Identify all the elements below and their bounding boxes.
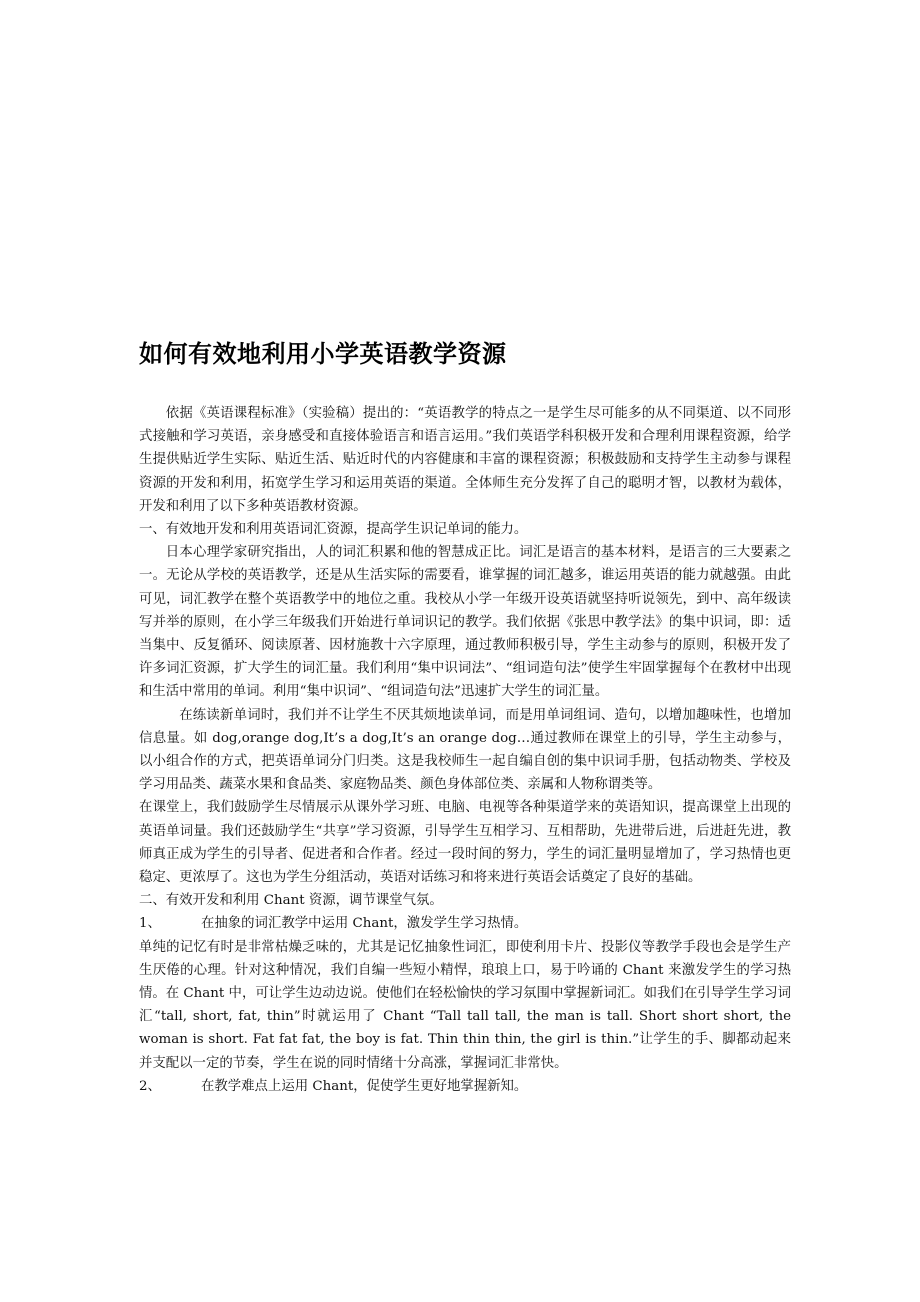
intro-paragraph: 依据《英语课程标准》（实验稿）提出的：“英语教学的特点之一是学生尽可能多的从不同渠道、以不同形式接触和学习英语，亲身感受和直接体验语言和语言运用。”我们英语学科积极开发和合理利用课程资源，给学生提供贴近学生实际、贴近生活、贴近时代的内容健康和丰富的课程资源；积极鼓励和支持学生主动参与课程资源的开发和利用，拓宽学生学习和运用英语的渠道。全体师生充分发挥了自己的聪明才智，以教材为载体，开发和利用了以下多种英语教材资源。 [139,406,791,514]
list-number: 2、 [139,1078,161,1094]
vocabulary-paragraph: 日本心理学家研究指出，人的词汇积累和他的智慧成正比。词汇是语言的基本材料，是语言的三大要素之一。无论从学校的英语教学，还是从生活实际的需要看，谁掌握的词汇越多，谁运用英语的能力就越强。由此可见，词汇教学在整个英语教学中的地位之重。我校从小学一年级开设英语就坚持听说领先，到中、高年级读写并举的原则，在小学三年级我们开始进行单词识记的教学。我们依据《张思中教学法》的集中识词，即：适当集中、反复循环、阅读原著、因材施教十六字原理，通过教师积极引导，学生主动参与的原则，积极开发了许多词汇资源，扩大学生的词汇量。我们利用“集中识词法”、“组词造句法”使学生牢固掌握每个在教材中出现和生活中常用的单词。利用“集中识词”、“组词造句法”迅速扩大学生的词汇量。 [139,545,791,700]
document-body [139,336,791,1098]
page-title: 如何有效地利用小学英语教学资源 [139,340,507,368]
section-heading-2: 二、有效开发和利用 Chant 资源，调节课堂气氛。 [139,893,443,909]
list-item-2 [139,1075,791,1098]
section-heading-1: 一、有效地开发和利用英语词汇资源，提高学生识记单词的能力。 [139,522,528,538]
list-item-text: 在教学难点上运用 Chant，促使学生更好地掌握新知。 [201,1078,528,1094]
chant-paragraph: 单纯的记忆有时是非常枯燥乏味的，尤其是记忆抽象性词汇，即使利用卡片、投影仪等教学手段也会是学生产生厌倦的心理。针对这种情况，我们自编一些短小精悍，琅琅上口，易于吟诵的 Chant 来激发学生的学习热情。在 Chant 中，可让学生边动边说。使他们在轻松愉快的学习氛围中掌握新词汇。如我们在引导学生学习词汇“tall, short, fat, thin”时就运用了 Chant “Tall tall tall, the man is tall. Short short short, the woman is short. Fat fat fat, the boy is fat. Thin thin thin, the girl is thin.”让学生的手、脚都动起来并支配以一定的节奏，学生在说的同时情绪十分高涨，掌握词汇非常快。 [139,939,791,1071]
list-item-1 [139,912,791,935]
list-number: 1、 [139,916,161,932]
reading-practice-paragraph: 在练读新单词时，我们并不让学生不厌其烦地读单词，而是用单词组词、造句，以增加趣味性，也增加信息量。如 dog,orange dog,It’s a dog,It’s an orange dog…通过教师在课堂上的引导，学生主动参与，以小组合作的方式，把英语单词分门归类。这是我校师生一起自编自创的集中识词手册，包括动物类、学校及学习用品类、蔬菜水果和食品类、家庭物品类、颜色身体部位类、亲属和人物称谓类等。 [139,707,791,793]
list-item-text: 在抽象的词汇教学中运用 Chant，激发学生学习热情。 [201,916,528,932]
classroom-paragraph: 在课堂上，我们鼓励学生尽情展示从课外学习班、电脑、电视等各种渠道学来的英语知识，提高课堂上出现的英语单词量。我们还鼓励学生“共享”学习资源，引导学生互相学习、互相帮助，先进带后进，后进赶先进，教师真正成为学生的引导者、促进者和合作者。经过一段时间的努力，学生的词汇量明显增加了，学习热情也更稳定、更浓厚了。这也为学生分组活动，英语对话练习和将来进行英语会话奠定了良好的基础。 [139,800,791,886]
